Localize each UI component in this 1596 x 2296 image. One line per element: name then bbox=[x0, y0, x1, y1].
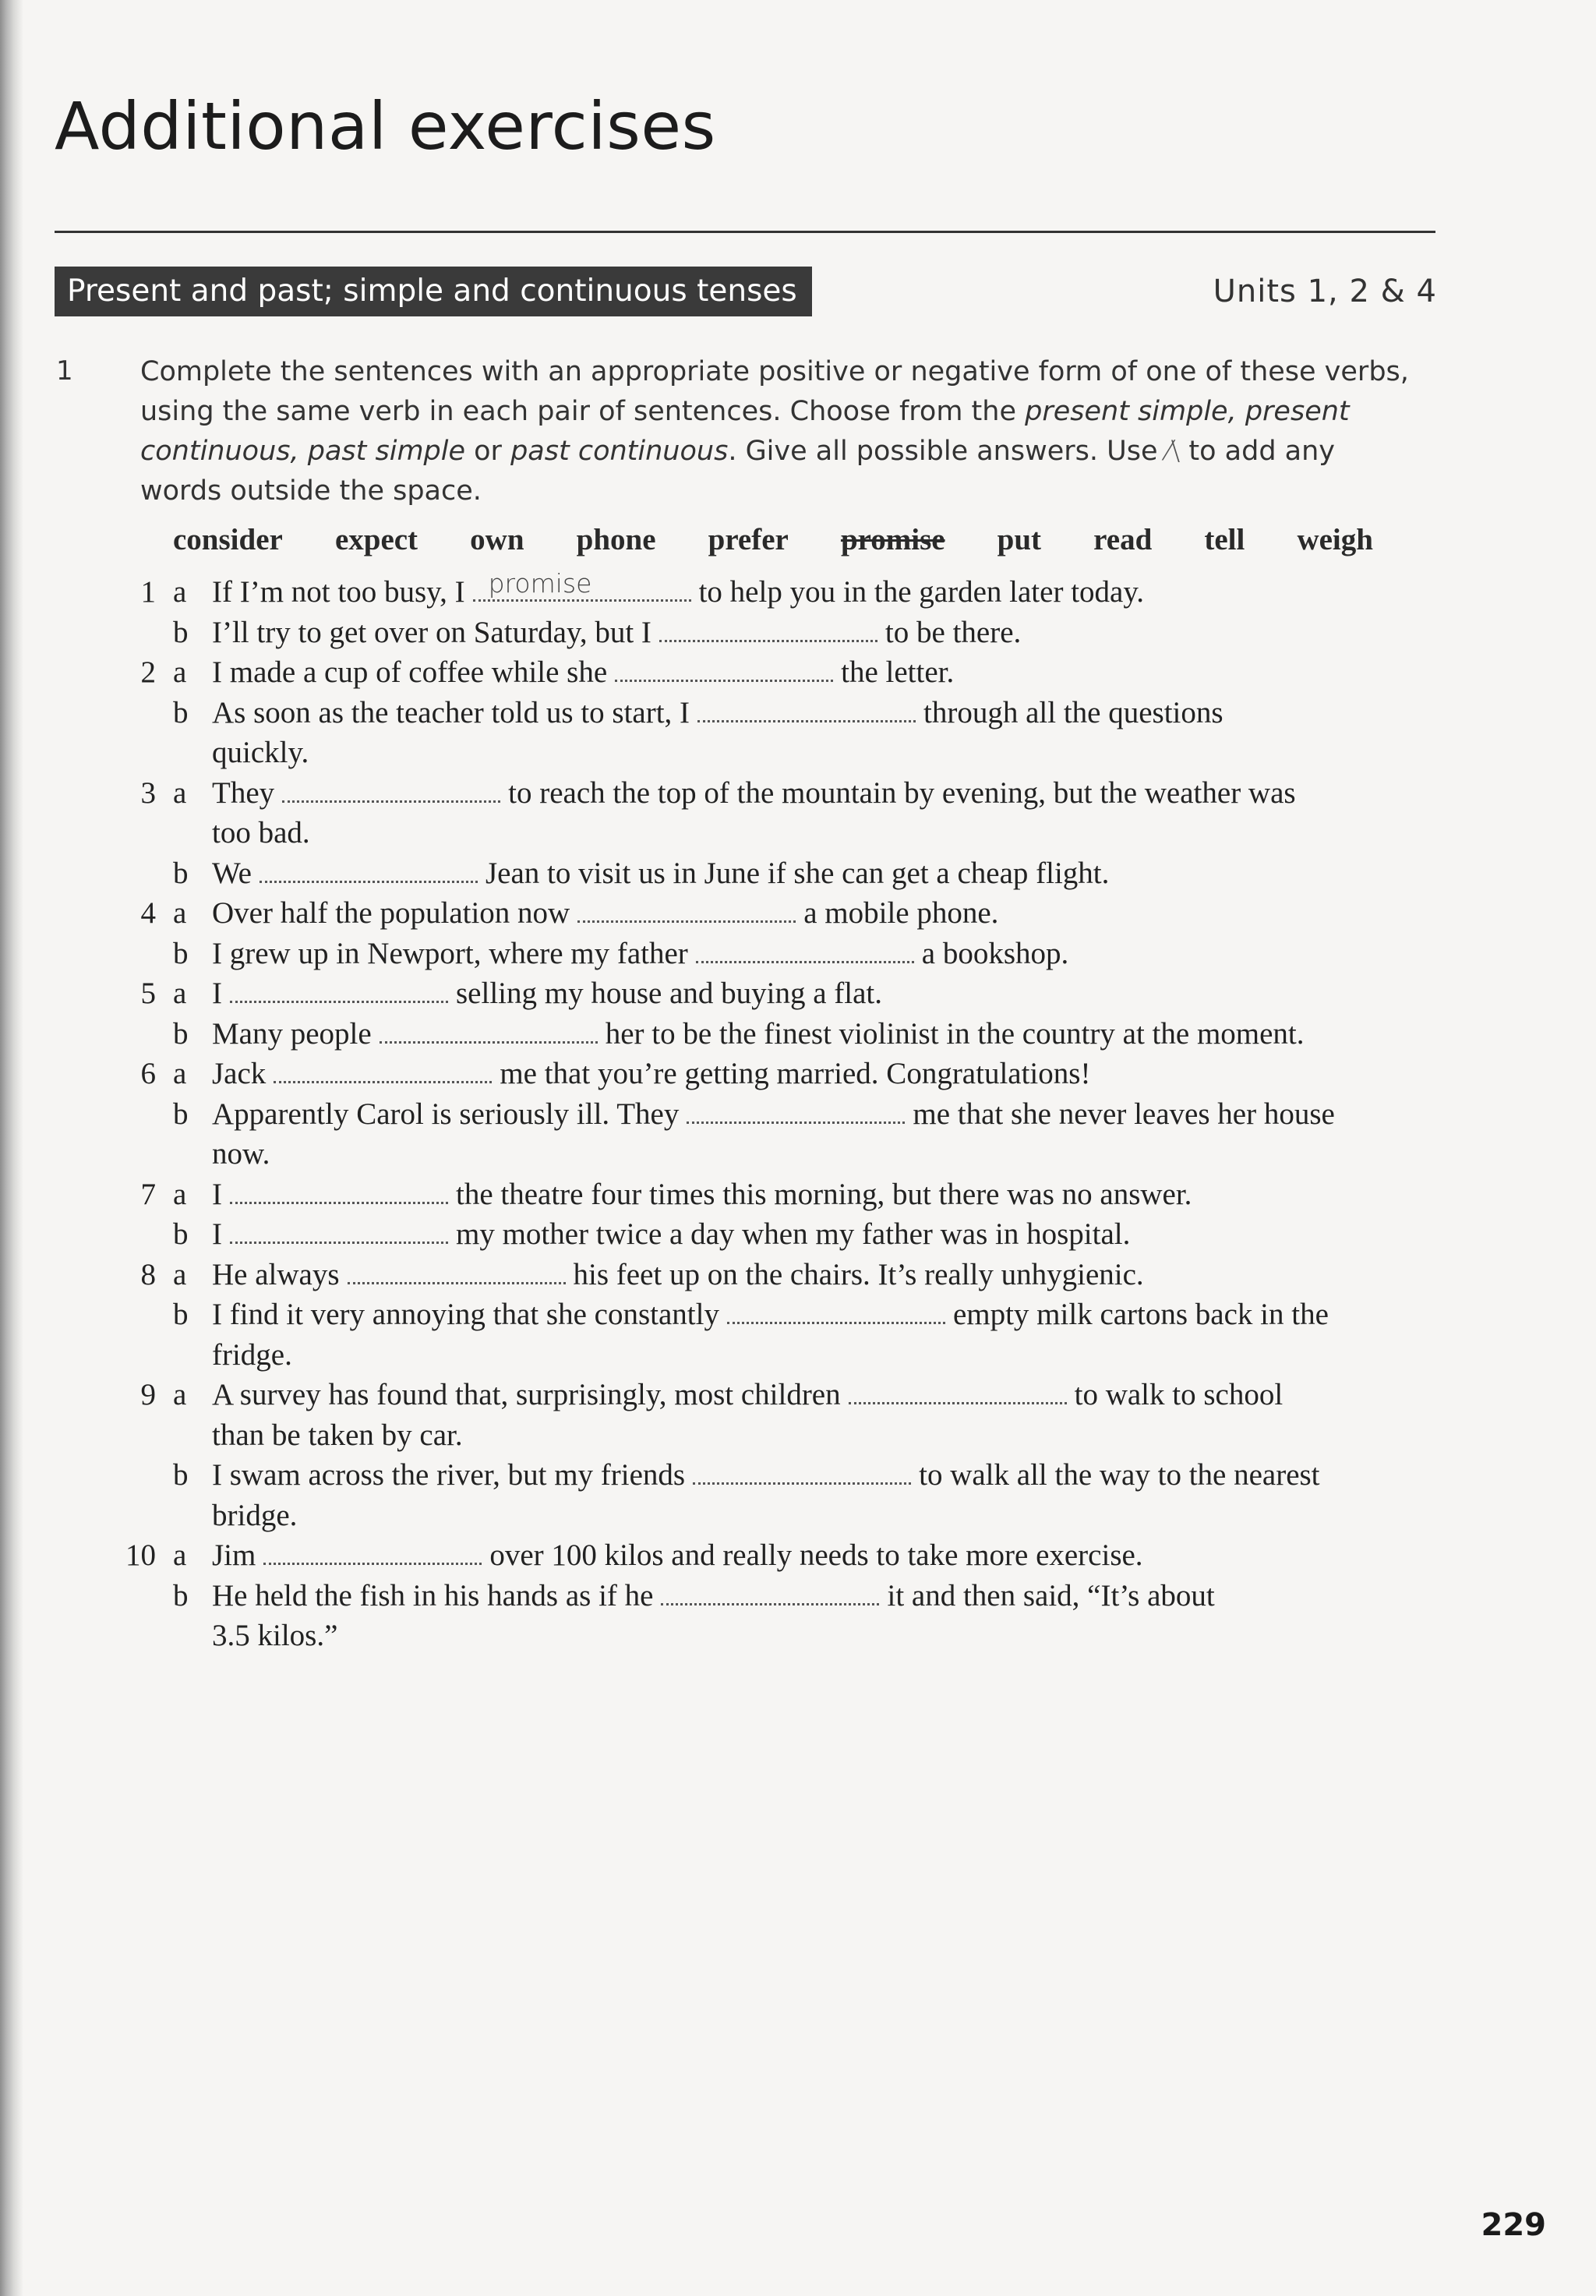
question-letter: a bbox=[173, 896, 187, 930]
instruction-tenses: present simple, present continuous, past simple bbox=[140, 396, 1350, 467]
answer-gap[interactable] bbox=[230, 1194, 448, 1204]
question-row bbox=[0, 1094, 1596, 1135]
question-text bbox=[212, 1054, 1090, 1094]
question-continuation: fridge. bbox=[212, 1337, 292, 1372]
answer-gap[interactable] bbox=[687, 1114, 905, 1124]
text-before-gap: I find it very annoying that she constantly bbox=[212, 1298, 719, 1331]
question-letter: a bbox=[173, 775, 187, 810]
text-after-gap: to walk to school bbox=[1074, 1378, 1284, 1411]
verb-option: expect bbox=[334, 523, 418, 556]
text-after-gap: my mother twice a day when my father was in hospital. bbox=[456, 1217, 1131, 1251]
answer-gap[interactable] bbox=[727, 1314, 945, 1324]
header-rule bbox=[55, 231, 1435, 233]
question-text bbox=[212, 1255, 1144, 1295]
answer-gap[interactable] bbox=[577, 913, 796, 923]
verb-option: prefer bbox=[708, 523, 789, 556]
exercise-number: 1 bbox=[56, 355, 73, 387]
text-after-gap: a bookshop. bbox=[921, 936, 1069, 970]
text-after-gap: Jean to visit us in June if she can get a cheap flight. bbox=[486, 856, 1110, 890]
text-after-gap: me that she never leaves her house bbox=[913, 1097, 1335, 1131]
question-continuation-row bbox=[0, 1134, 1596, 1174]
verb-option: weigh bbox=[1297, 523, 1373, 556]
text-after-gap: to walk all the way to the nearest bbox=[919, 1458, 1320, 1492]
question-letter: a bbox=[173, 1257, 187, 1291]
question-text bbox=[212, 1174, 1192, 1215]
question-row bbox=[0, 568, 1596, 613]
exercise-instructions bbox=[140, 352, 1411, 511]
answer-gap[interactable] bbox=[380, 1033, 598, 1044]
answer-gap[interactable] bbox=[263, 1555, 482, 1565]
question-letter: b bbox=[173, 695, 189, 729]
question-row bbox=[0, 613, 1596, 653]
text-after-gap: selling my house and buying a flat. bbox=[456, 977, 882, 1010]
text-before-gap: They bbox=[212, 775, 275, 810]
text-after-gap: empty milk cartons back in the bbox=[952, 1298, 1329, 1331]
question-continuation-row bbox=[0, 1496, 1596, 1536]
question-list bbox=[0, 568, 1596, 1656]
answer-gap[interactable] bbox=[693, 1475, 911, 1485]
text-after-gap: me that you’re getting married. Congratulations! bbox=[500, 1057, 1091, 1090]
question-letter: b bbox=[173, 1298, 189, 1331]
question-row bbox=[0, 1375, 1596, 1415]
question-number: 4 bbox=[140, 896, 156, 930]
question-continuation-row bbox=[0, 1616, 1596, 1656]
text-before-gap: Apparently Carol is seriously ill. They bbox=[212, 1097, 680, 1131]
text-after-gap: through all the questions bbox=[923, 695, 1223, 729]
text-before-gap: I made a cup of coffee while she bbox=[212, 655, 608, 689]
answer-gap[interactable] bbox=[282, 793, 500, 803]
question-text bbox=[212, 568, 1145, 613]
text-after-gap: a mobile phone. bbox=[803, 896, 999, 930]
instruction-text: . Give all possible answers. Use bbox=[728, 436, 1167, 467]
question-letter: b bbox=[173, 1016, 189, 1051]
text-before-gap: As soon as the teacher told us to start, I bbox=[212, 695, 690, 729]
question-row bbox=[0, 934, 1596, 974]
question-letter: b bbox=[173, 856, 189, 890]
insertion-caret-icon: ⁄\ bbox=[1166, 436, 1181, 467]
page-number: 229 bbox=[1481, 2207, 1546, 2243]
text-before-gap: I’ll try to get over on Saturday, but I bbox=[212, 615, 651, 649]
question-number: 3 bbox=[140, 775, 156, 810]
verb-option: put bbox=[997, 523, 1042, 556]
answer-gap[interactable] bbox=[348, 1274, 566, 1284]
answer-gap[interactable] bbox=[696, 953, 914, 963]
question-row bbox=[0, 893, 1596, 934]
text-before-gap: I bbox=[212, 1177, 222, 1211]
text-before-gap: If I’m not too busy, I bbox=[212, 575, 465, 609]
question-letter: b bbox=[173, 1458, 189, 1492]
question-row bbox=[0, 1576, 1596, 1616]
question-row bbox=[0, 1214, 1596, 1255]
question-row bbox=[0, 1174, 1596, 1215]
answer-gap[interactable] bbox=[230, 1234, 448, 1244]
text-before-gap: I bbox=[212, 977, 222, 1010]
instruction-text: to add any words outside the space. bbox=[140, 436, 1336, 507]
text-after-gap: the letter. bbox=[841, 655, 955, 689]
question-continuation-row bbox=[0, 813, 1596, 853]
answer-gap[interactable] bbox=[697, 712, 916, 722]
section-banner: Present and past; simple and continuous tenses bbox=[55, 267, 812, 316]
verb-option: promise bbox=[840, 523, 945, 556]
question-letter: b bbox=[173, 1097, 189, 1131]
question-continuation-row bbox=[0, 733, 1596, 773]
question-text bbox=[212, 613, 1021, 653]
text-before-gap: I grew up in Newport, where my father bbox=[212, 936, 688, 970]
question-text bbox=[212, 773, 1296, 814]
question-text bbox=[212, 652, 954, 693]
question-text bbox=[212, 693, 1223, 733]
question-letter: a bbox=[173, 1057, 187, 1090]
question-letter: b bbox=[173, 936, 189, 970]
question-text bbox=[212, 1214, 1130, 1255]
question-letter: a bbox=[173, 977, 187, 1010]
answer-gap[interactable] bbox=[230, 993, 448, 1003]
text-before-gap: I swam across the river, but my friends bbox=[212, 1458, 686, 1492]
question-row bbox=[0, 1014, 1596, 1054]
question-continuation-row bbox=[0, 1415, 1596, 1456]
question-row bbox=[0, 1255, 1596, 1295]
question-number: 2 bbox=[140, 655, 156, 689]
answer-gap[interactable] bbox=[659, 632, 877, 642]
question-letter: a bbox=[173, 655, 187, 689]
instruction-text: or bbox=[465, 436, 511, 467]
verb-option: consider bbox=[173, 523, 283, 556]
question-text bbox=[212, 853, 1109, 894]
question-continuation: than be taken by car. bbox=[212, 1418, 463, 1452]
question-row bbox=[0, 773, 1596, 814]
text-before-gap: Jim bbox=[212, 1538, 256, 1572]
instruction-text: Complete the sentences with an appropriate positive or negative form of one of these verbs, using the same verb in each pair of sentences. Choose from the bbox=[140, 356, 1409, 427]
question-row bbox=[0, 1295, 1596, 1335]
question-letter: b bbox=[173, 1578, 189, 1612]
question-text bbox=[212, 1014, 1305, 1054]
text-after-gap: to help you in the garden later today. bbox=[698, 575, 1145, 609]
question-number: 1 bbox=[140, 575, 156, 609]
question-row bbox=[0, 1535, 1596, 1576]
question-continuation-row bbox=[0, 1335, 1596, 1376]
text-after-gap: to be there. bbox=[885, 615, 1022, 649]
question-text bbox=[212, 1295, 1329, 1335]
page-title: Additional exercises bbox=[55, 88, 716, 164]
question-letter: a bbox=[173, 1378, 187, 1411]
text-after-gap: over 100 kilos and really needs to take more exercise. bbox=[489, 1538, 1143, 1572]
question-number: 6 bbox=[140, 1057, 156, 1090]
handwritten-answer: promise bbox=[488, 568, 592, 599]
text-before-gap: Over half the population now bbox=[212, 896, 570, 930]
question-text bbox=[212, 934, 1068, 974]
units-reference: Units 1, 2 & 4 bbox=[1213, 274, 1437, 309]
text-before-gap: He always bbox=[212, 1257, 340, 1291]
text-before-gap: Many people bbox=[212, 1016, 372, 1051]
question-continuation: bridge. bbox=[212, 1498, 298, 1532]
question-number: 5 bbox=[140, 977, 156, 1010]
question-row bbox=[0, 1054, 1596, 1094]
answer-gap[interactable] bbox=[849, 1394, 1067, 1404]
text-after-gap: to reach the top of the mountain by evening, but the weather was bbox=[508, 775, 1296, 810]
text-before-gap: We bbox=[212, 856, 252, 890]
question-text bbox=[212, 973, 882, 1014]
question-text bbox=[212, 1375, 1283, 1415]
question-text bbox=[212, 1535, 1143, 1576]
question-text bbox=[212, 1576, 1215, 1616]
question-continuation: too bad. bbox=[212, 816, 310, 850]
text-before-gap: He held the fish in his hands as if he bbox=[212, 1578, 654, 1612]
text-before-gap: I bbox=[212, 1217, 222, 1251]
question-number: 9 bbox=[140, 1378, 156, 1411]
question-row bbox=[0, 652, 1596, 693]
question-text bbox=[212, 893, 998, 934]
question-continuation: now. bbox=[212, 1137, 270, 1171]
text-after-gap: the theatre four times this morning, but there was no answer. bbox=[456, 1177, 1192, 1211]
question-text bbox=[212, 1455, 1320, 1496]
question-letter: a bbox=[173, 1538, 187, 1572]
answer-gap[interactable] bbox=[615, 672, 833, 682]
question-number: 8 bbox=[140, 1257, 156, 1291]
question-row bbox=[0, 1455, 1596, 1496]
text-after-gap: his feet up on the chairs. It’s really unhygienic. bbox=[573, 1257, 1144, 1291]
verb-option: own bbox=[470, 523, 524, 556]
text-before-gap: A survey has found that, surprisingly, most children bbox=[212, 1378, 841, 1411]
instruction-tense: past continuous bbox=[510, 436, 729, 467]
text-before-gap: Jack bbox=[212, 1057, 267, 1090]
answer-gap[interactable] bbox=[260, 873, 478, 883]
text-after-gap: her to be the finest violinist in the country at the moment. bbox=[605, 1016, 1305, 1051]
question-letter: a bbox=[173, 575, 187, 609]
answer-gap[interactable] bbox=[661, 1595, 879, 1605]
question-letter: b bbox=[173, 1217, 189, 1251]
question-row bbox=[0, 853, 1596, 894]
question-number: 7 bbox=[140, 1177, 156, 1211]
question-text bbox=[212, 1094, 1335, 1135]
question-row bbox=[0, 693, 1596, 733]
question-row bbox=[0, 973, 1596, 1014]
verb-option: tell bbox=[1204, 523, 1245, 556]
verb-list bbox=[173, 522, 1373, 557]
verb-option: read bbox=[1093, 523, 1153, 556]
question-letter: b bbox=[173, 615, 189, 649]
question-number: 10 bbox=[125, 1538, 156, 1572]
question-continuation: quickly. bbox=[212, 736, 309, 769]
question-continuation: 3.5 kilos.” bbox=[212, 1619, 338, 1652]
answer-gap[interactable] bbox=[274, 1073, 492, 1083]
question-letter: a bbox=[173, 1177, 187, 1211]
verb-option: phone bbox=[576, 523, 656, 556]
answer-gap[interactable] bbox=[473, 568, 691, 602]
text-after-gap: it and then said, “It’s about bbox=[887, 1578, 1215, 1612]
